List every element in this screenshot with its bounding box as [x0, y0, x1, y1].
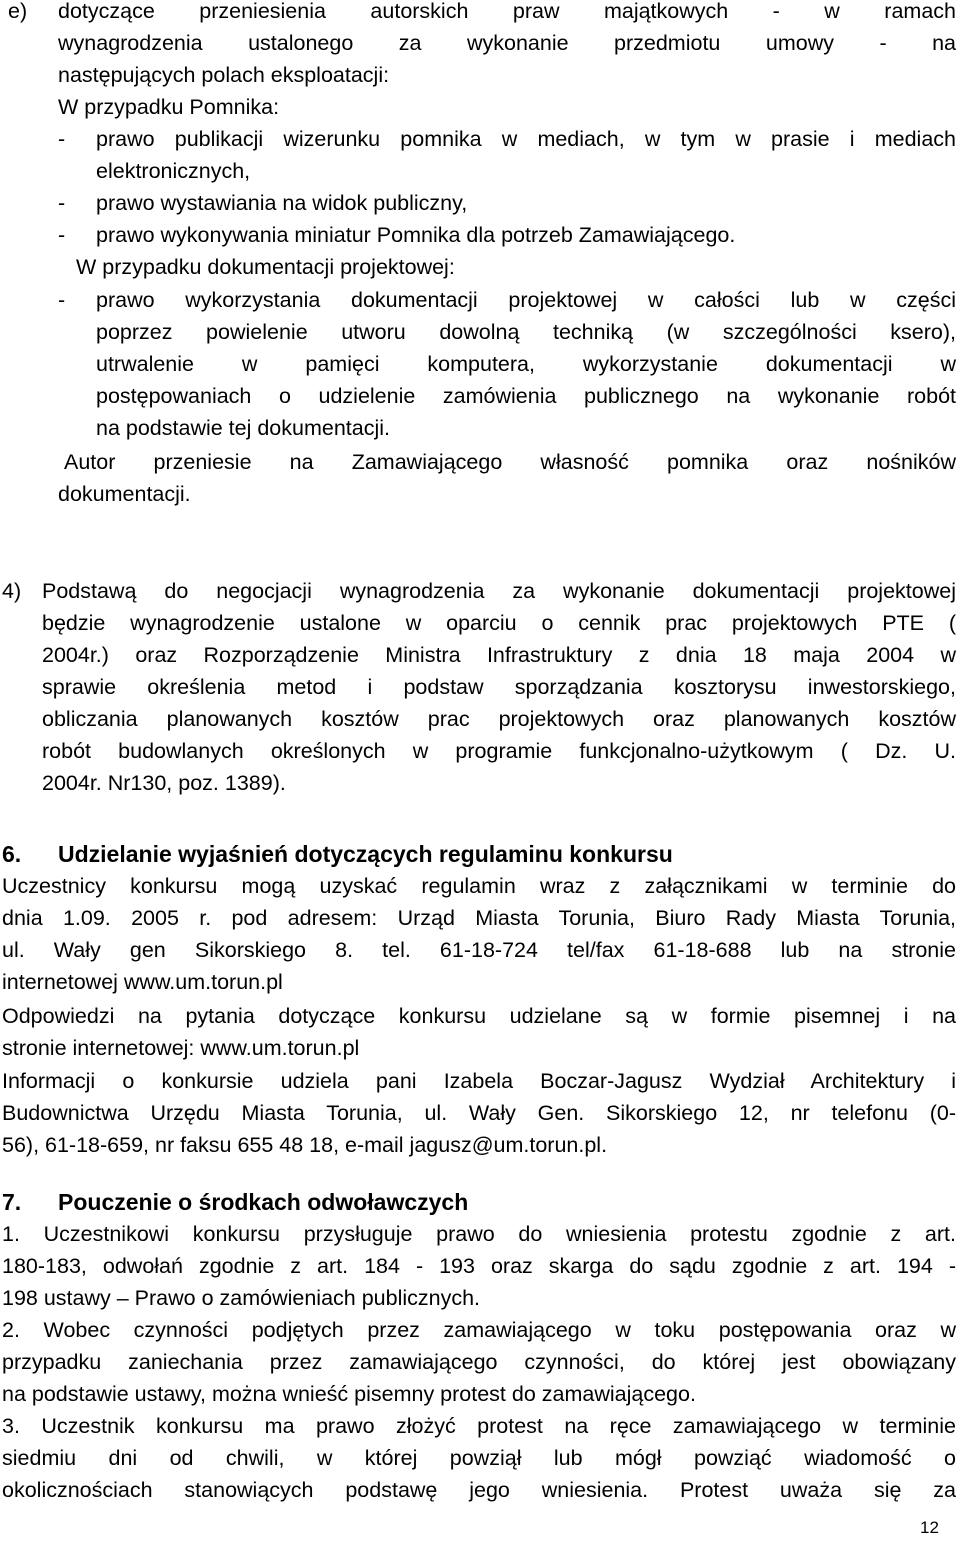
list-dash: -	[58, 223, 66, 247]
subheading-pomnik: W przypadku Pomnika:	[58, 95, 280, 119]
list-item: prawo wykonywania miniatur Pomnika dla potrzeb Zamawiającego.	[96, 223, 736, 247]
list-item: prawo wykorzystania dokumentacji projektowej w całości lub w części	[96, 288, 956, 312]
paragraph-line: internetowej www.um.torun.pl	[2, 970, 283, 994]
paragraph-line: Podstawą do negocjacji wynagrodzenia za wykonanie dokumentacji projektowej	[42, 579, 956, 603]
list-item: prawo publikacji wizerunku pomnika w mediach, w tym w prasie i mediach	[96, 127, 956, 151]
paragraph-line: dnia 1.09. 2005 r. pod adresem: Urząd Miasta Torunia, Biuro Rady Miasta Torunia,	[2, 906, 956, 930]
paragraph-line: sprawie określenia metod i podstaw sporządzania kosztorysu inwestorskiego,	[42, 675, 956, 699]
subheading-dokumentacja: W przypadku dokumentacji projektowej:	[76, 255, 455, 279]
paragraph-line: na podstawie ustawy, można wnieść pisemny protest do zamawiającego.	[2, 1382, 696, 1406]
section-number: 7.	[2, 1189, 22, 1215]
section-number: 6.	[2, 841, 22, 867]
paragraph-line: wynagrodzenia ustalonego za wykonanie przedmiotu umowy - na	[58, 31, 956, 55]
paragraph-line: stronie internetowej: www.um.torun.pl	[2, 1036, 360, 1060]
paragraph-line: robót budowlanych określonych w programie funkcjonalno-użytkowym ( Dz. U.	[42, 739, 956, 763]
section-title: Pouczenie o środkach odwoławczych	[58, 1189, 469, 1215]
paragraph-line: przypadku zaniechania przez zamawiającego czynności, do której jest obowiązany	[2, 1350, 956, 1374]
paragraph-line: siedmiu dni od chwili, w której powziął lub mógł powziąć wiadomość o	[2, 1446, 956, 1470]
paragraph-line: Uczestnicy konkursu mogą uzyskać regulamin wraz z załącznikami w terminie do	[2, 874, 956, 898]
paragraph-line: będzie wynagrodzenie ustalone w oparciu o cennik prac projektowych PTE (	[42, 611, 956, 635]
paragraph-line: Odpowiedzi na pytania dotyczące konkursu udzielane są w formie pisemnej i na	[2, 1004, 956, 1028]
paragraph-line: obliczania planowanych kosztów prac projektowych oraz planowanych kosztów	[42, 707, 956, 731]
paragraph-line: 2004r. Nr130, poz. 1389).	[42, 771, 286, 795]
paragraph-line: 198 ustawy – Prawo o zamówieniach publicznych.	[2, 1286, 481, 1310]
paragraph-line: następujących polach eksploatacji:	[58, 63, 390, 87]
item-label-4: 4)	[2, 579, 22, 603]
section-title: Udzielanie wyjaśnień dotyczących regulaminu konkursu	[58, 841, 673, 867]
paragraph-line: dotyczące przeniesienia autorskich praw majątkowych - w ramach	[58, 0, 956, 23]
list-item-continued: na podstawie tej dokumentacji.	[96, 416, 391, 440]
list-dash: -	[58, 127, 66, 151]
paragraph-line: 180-183, odwołań zgodnie z art. 184 - 193 oraz skarga do sądu zgodnie z art. 194 -	[2, 1254, 956, 1278]
list-dash: -	[58, 191, 66, 215]
paragraph-line: ul. Wały gen Sikorskiego 8. tel. 61-18-724 tel/fax 61-18-688 lub na stronie	[2, 938, 956, 962]
paragraph-line: 56), 61-18-659, nr faksu 655 48 18, e-mail jagusz@um.torun.pl.	[2, 1133, 608, 1157]
list-dash: -	[58, 288, 66, 312]
paragraph-line: dokumentacji.	[58, 482, 191, 506]
list-item-continued: utrwalenie w pamięci komputera, wykorzystanie dokumentacji w	[96, 352, 956, 376]
paragraph-line: 3. Uczestnik konkursu ma prawo złożyć protest na ręce zamawiającego w terminie	[2, 1414, 956, 1438]
list-item-continued: postępowaniach o udzielenie zamówienia publicznego na wykonanie robót	[96, 384, 956, 408]
item-label-e: e)	[8, 0, 28, 23]
paragraph-line: 2. Wobec czynności podjętych przez zamawiającego w toku postępowania oraz w	[2, 1318, 956, 1342]
paragraph-line: 2004r.) oraz Rozporządzenie Ministra Infrastruktury z dnia 18 maja 2004 w	[42, 643, 956, 667]
paragraph-line: 1. Uczestnikowi konkursu przysługuje prawo do wniesienia protestu zgodnie z art.	[2, 1222, 956, 1246]
list-item-continued: poprzez powielenie utworu dowolną techniką (w szczególności ksero),	[96, 320, 956, 344]
paragraph-line: okolicznościach stanowiących podstawę jego wniesienia. Protest uważa się za	[2, 1478, 956, 1502]
list-item: prawo wystawiania na widok publiczny,	[96, 191, 468, 215]
paragraph-line: Autor przeniesie na Zamawiającego własność pomnika oraz nośników	[64, 450, 956, 474]
page-number: 12	[920, 1518, 939, 1537]
paragraph-line: Informacji o konkursie udziela pani Izabela Boczar-Jagusz Wydział Architektury i	[2, 1069, 956, 1093]
list-item-continued: elektronicznych,	[96, 159, 251, 183]
paragraph-line: Budownictwa Urzędu Miasta Torunia, ul. Wały Gen. Sikorskiego 12, nr telefonu (0-	[2, 1101, 956, 1125]
